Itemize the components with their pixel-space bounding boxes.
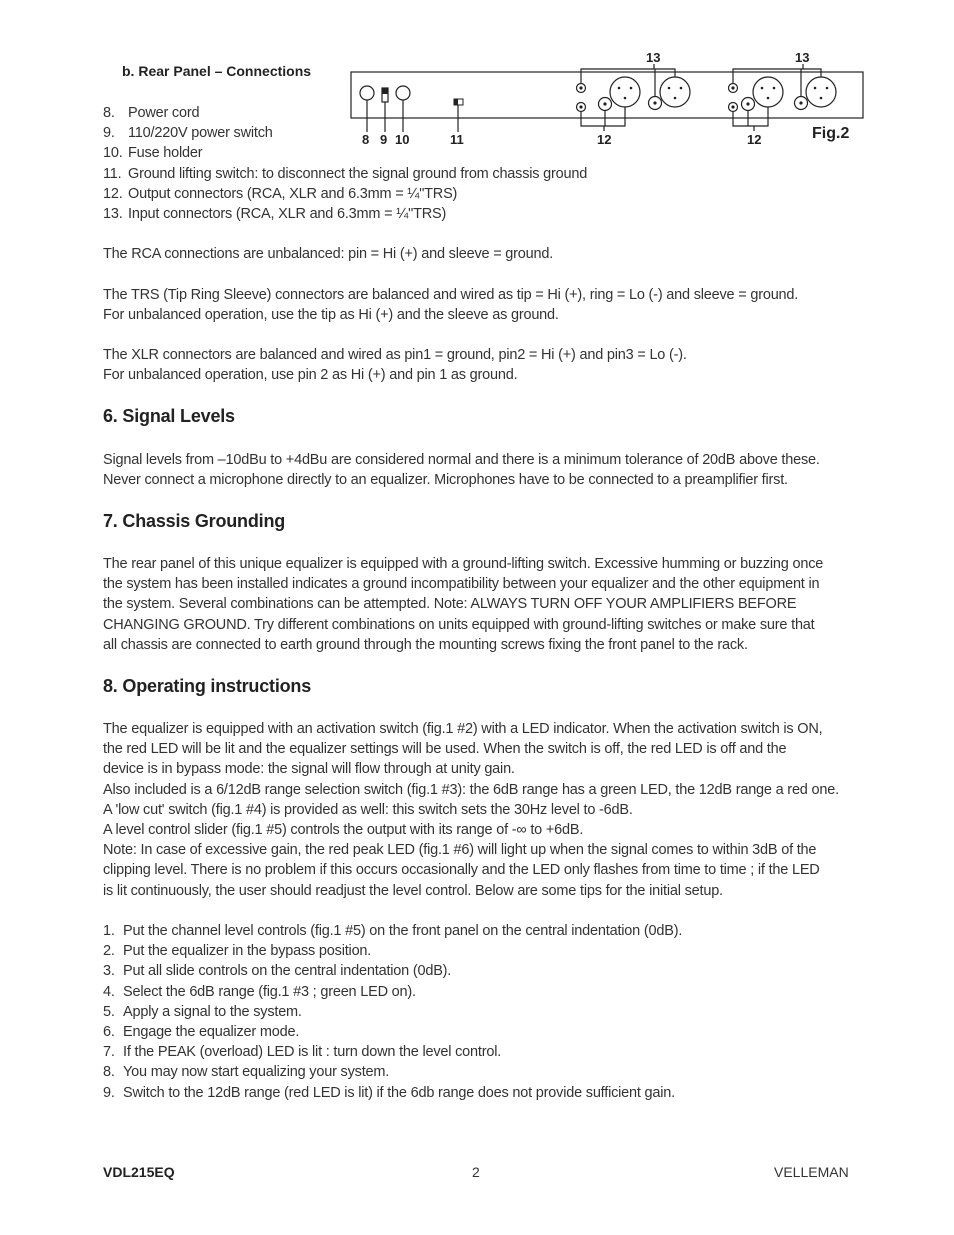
chassis-grounding-text: The rear panel of this unique equalizer is equipped with a ground-lifting switch. Excessive humming or buzzing once the system has been installed indicates a ground incompatibility between your equalizer and the other equipment in the system. Several combinations can be attempted. Note: ALWAYS TURN OFF YOUR AMPLIFIERS BEFORE CHANGING GROUND. Try different combinations on units equipped with ground-lifting switches or make sure that all chassis are connected to earth ground through the mounting screws fixing the front panel to the rack. bbox=[103, 556, 824, 653]
label-13-right: 13 bbox=[795, 50, 810, 65]
label-9: 9 bbox=[380, 132, 388, 147]
heading-operating-instructions: 8. Operating instructions bbox=[103, 676, 312, 696]
list-item: 9. Switch to the 12dB range (red LED is lit) if the 6db range does not provide sufficient gain. bbox=[103, 1084, 675, 1101]
heading-chassis-grounding: 7. Chassis Grounding bbox=[103, 511, 286, 531]
label-8: 8 bbox=[362, 132, 370, 147]
legend-item: 10. Fuse holder bbox=[103, 145, 203, 162]
list-item: 6. Engage the equalizer mode. bbox=[103, 1024, 300, 1041]
legend-item: 9. 110/220V power switch bbox=[103, 125, 273, 142]
power-cord-socket bbox=[360, 86, 374, 100]
list-item: 2. Put the equalizer in the bypass position. bbox=[103, 943, 372, 960]
legend-item: 11. Ground lifting switch: to disconnect the signal ground from chassis ground bbox=[103, 165, 588, 182]
list-item: 1. Put the channel level controls (fig.1 #5) on the front panel on the central indentation (0dB). bbox=[103, 923, 683, 939]
footer-page-number: 2 bbox=[472, 1164, 480, 1180]
footer-model: VDL215EQ bbox=[103, 1164, 175, 1180]
footer-brand: VELLEMAN bbox=[774, 1164, 849, 1180]
label-12-left: 12 bbox=[597, 132, 612, 147]
rca-note: The RCA connections are unbalanced: pin = Hi (+) and sleeve = ground. bbox=[103, 246, 554, 262]
operating-text: The equalizer is equipped with an activation switch (fig.1 #2) with a LED indicator. When the activation switch is ON, the red LED will be lit and the equalizer settings will be used. When the switch is off, the red LED is off and the device is in bypass mode: the signal will flow through at unity gain. Also included is a 6/12dB range selection switch (fig.1 #3): the 6dB range has a green LED, the 12dB range a red one. A 'low cut' switch (fig.1 #4) is provided as well: this switch sets the 30Hz level to -6dB. A level control slider (fig.1 #5) controls the output with its range of -∞ to +6dB. Note: In case of excessive gain, the red peak LED (fig.1 #6) will light up when the signal comes to within 3dB of the clipping level. There is no problem if this occurs occasionally and the LED only flashes from time to time ; if the LED is lit continuously, the user should readjust the level control. Below are some tips for the initial setup. bbox=[103, 721, 839, 899]
list-item: 5. Apply a signal to the system. bbox=[103, 1003, 302, 1020]
trs-note: The TRS (Tip Ring Sleeve) connectors are balanced and wired as tip = Hi (+), ring = Lo (-) and sleeve = ground. For unbalanced operation, use the tip as Hi (+) and the sleeve as ground. bbox=[103, 287, 799, 324]
legend-item: 12. Output connectors (RCA, XLR and 6.3mm = ¼"TRS) bbox=[103, 185, 458, 202]
rear-panel-legend bbox=[103, 103, 863, 224]
list-item: 3. Put all slide controls on the central indentation (0dB). bbox=[103, 963, 452, 980]
list-item: 4. Select the 6dB range (fig.1 #3 ; green LED on). bbox=[103, 983, 416, 1000]
legend-item: 13. Input connectors (RCA, XLR and 6.3mm = ¼"TRS) bbox=[103, 206, 447, 223]
fuse-holder bbox=[396, 86, 410, 100]
label-11: 11 bbox=[450, 132, 464, 147]
setup-steps-list bbox=[103, 921, 863, 1103]
figure-caption: Fig.2 bbox=[812, 125, 850, 142]
label-12-right: 12 bbox=[747, 132, 762, 147]
list-item: 7. If the PEAK (overload) LED is lit : turn down the level control. bbox=[103, 1044, 502, 1061]
label-10: 10 bbox=[395, 132, 410, 147]
list-item: 8. You may now start equalizing your system. bbox=[103, 1064, 390, 1081]
heading-signal-levels: 6. Signal Levels bbox=[103, 406, 235, 426]
legend-item: 8. Power cord bbox=[103, 105, 200, 121]
rear-panel-subtitle: b. Rear Panel – Connections bbox=[122, 63, 312, 79]
xlr-note: The XLR connectors are balanced and wired as pin1 = ground, pin2 = Hi (+) and pin3 = Lo (-). For unbalanced operation, use pin 2 as Hi (+) and pin 1 as ground. bbox=[103, 347, 687, 384]
signal-levels-text: Signal levels from –10dBu to +4dBu are considered normal and there is a minimum tolerance of 20dB above these. Never connect a microphone directly to an equalizer. Microphones have to be connected to a preamplifier first. bbox=[103, 452, 820, 489]
label-13-left: 13 bbox=[646, 50, 661, 65]
